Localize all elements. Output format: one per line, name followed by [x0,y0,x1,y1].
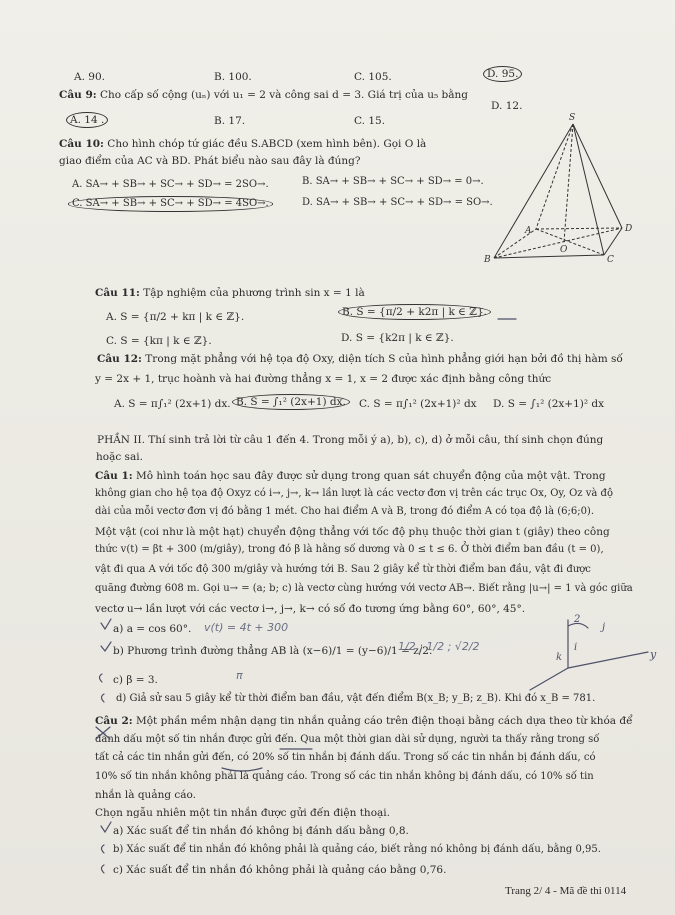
q11-option-a: A. S = {π/2 + kπ | k ∈ ℤ}. [106,311,245,323]
label-S: S [569,113,576,123]
p2q1-line8: vectơ u→ lần lượt với các vectơ i→, j→, k→ có số đo tương ứng bằng 60°, 60°, 45°. [95,603,526,615]
p2q2-option-a: a) Xác suất để tin nhắn đó không bị đánh dấu bằng 0,8. [113,825,409,837]
p2q2-text: Một phần mềm nhận dạng tin nhắn quảng cáo trên điện thoại bằng cách dựa theo từ khóa để [135,715,633,727]
check-mark [101,619,111,629]
handwritten-velocity: v(t) = 4t + 300 [204,621,289,634]
sketch-y-axis [568,652,648,668]
p2q1-line5: thức v(t) = βt + 300 (m/giây), trong đó β là hằng số dương và 0 ≤ t ≤ 6. Ở thời điểm ban đầu (t = 0), [95,544,604,555]
q12-option-a: A. S = π∫₁² (2x+1) dx. [114,398,231,410]
p2q2-option-b: b) Xác suất để tin nhắn đó không phải là quảng cáo, biết rằng nó không bị đánh dấu, bằng 0,95. [113,844,601,855]
handwritten-y: y [650,648,657,661]
s-mark [102,694,105,702]
handwritten-two: 2 [574,614,581,625]
check-mark [101,642,111,651]
p2q1-line2: không gian cho hệ tọa độ Oxyz có i→, j→, k→ lần lượt là các vectơ đơn vị trên các trục Ox, Oy, Oz và độ [95,488,613,499]
q12-option-c: C. S = π∫₁² (2x+1)² dx [359,398,477,410]
q9-option-d: D. 12. [491,100,523,112]
p2q2-line2: đánh dấu một số tin nhắn được gửi đến. Qua một thời gian dài sử dụng, người ta thấy rằng trong số [95,734,600,745]
s-mark [100,674,103,682]
q10-text: Cho hình chóp tứ giác đều S.ABCD (xem hình bên). Gọi O là [107,138,427,150]
p2q2-line4: 10% số tin nhắn không phải là quảng cáo. Trong số các tin nhắn không bị đánh dấu, có 10% số tin [95,771,594,782]
p2q1-text: Mô hình toán học sau đây được sử dụng trong quan sát chuyển động của một vật. Trong [135,470,606,482]
q10-option-d: D. SA→ + SB→ + SC→ + SD→ = SO→. [302,197,493,208]
cross-mark [96,727,110,739]
q10-label: Câu 10: [59,138,104,150]
prev-answer-b: B. 100. [214,71,252,83]
q9-label: Câu 9: [59,89,97,101]
answer-circle: B. S = {π/2 + k2π | k ∈ ℤ}. [338,304,491,320]
s-mark [102,865,105,873]
handwritten-i: i [574,642,578,653]
underline [222,768,262,771]
p2q1-line6: vật đi qua A với tốc độ 300 m/giây và hướng tới B. Sau 2 giây kể từ thời điểm ban đầu, vật đi được [95,564,591,575]
answer-circle: B. S = ∫₁² (2x+1) dx. [232,394,350,410]
p2q1-option-c: c) β = 3. [113,674,158,686]
part2-heading: PHẦN II. Thí sinh trả lời từ câu 1 đến 4. Trong mỗi ý a), b), c), d) ở mỗi câu, thí sinh chọn đúng [97,434,604,446]
part2-heading-cont: hoặc sai. [96,451,143,463]
page-footer: Trang 2/ 4 - Mã đề thi 0114 [505,885,627,897]
prev-answer-a: A. 90. [74,71,105,83]
q12-line2: y = 2x + 1, trục hoành và hai đường thẳng x = 1, x = 2 được xác định bằng công thức [95,373,552,385]
p2q2-label: Câu 2: [95,715,133,727]
handwritten-j: j [602,622,606,633]
q9-option-b: B. 17. [214,115,246,127]
handwritten-k: k [556,652,563,663]
p2q2-line5: nhắn là quảng cáo. [95,789,197,801]
prev-answer-c: C. 105. [354,71,392,83]
q12-option-d: D. S = ∫₁² (2x+1)² dx [493,398,605,410]
q11-label: Câu 11: [95,287,140,299]
q12-label: Câu 12: [97,353,142,365]
answer-circle: A. 14 . [66,112,108,128]
label-O: O [560,245,568,255]
p2q1-option-a: a) a = cos 60°. [113,623,192,635]
q10-line2: giao điểm của AC và BD. Phát biểu nào sau đây là đúng? [59,155,361,167]
p2q1-label: Câu 1: [95,470,133,482]
p2q1-line7: quãng đường 608 m. Gọi u→ = (a; b; c) là vectơ cùng hướng với vectơ AB→. Biết rằng |u→| = 1 và góc giữa [95,583,633,594]
q9-text: Cho cấp số cộng (uₙ) với u₁ = 2 và công sai d = 3. Giá trị của u₅ bằng [99,89,468,101]
s-mark [102,845,105,853]
p2q1-option-b: b) Phương trình đường thẳng AB là (x−6)/1 = (y−6)/1 = z/2. [113,645,433,657]
q11-option-c: C. S = {kπ | k ∈ ℤ}. [106,335,212,347]
q12-text: Trong mặt phẳng với hệ tọa độ Oxy, diện tích S của hình phẳng giới hạn bởi đồ thị hàm số [145,353,623,365]
sketch-x-axis [530,668,568,690]
label-C: C [607,255,614,265]
answer-circle: C. SA→ + SB→ + SC→ + SD→ = 4SO→. [68,196,273,212]
label-B: B [484,255,491,265]
check-mark [101,822,111,832]
q10-option-b: B. SA→ + SB→ + SC→ + SD→ = 0→. [302,176,484,187]
q11-option-d: D. S = {k2π | k ∈ ℤ}. [341,332,454,344]
handwritten-pi: π [236,669,243,682]
q11-text: Tập nghiệm của phương trình sin x = 1 là [143,287,365,299]
p2q1-line4: Một vật (coi như là một hạt) chuyển động thẳng với tốc độ phụ thuộc thời gian t (giây) theo công [95,526,610,538]
label-D: D [625,224,633,234]
q9-option-c: C. 15. [354,115,386,127]
label-A: A [525,226,532,236]
q10-option-a: A. SA→ + SB→ + SC→ + SD→ = 2SO→. [72,179,269,190]
p2q1-option-d: d) Giả sử sau 5 giây kể từ thời điểm ban đầu, vật đến điểm B(x_B; y_B; z_B). Khi đó x_B = 781. [116,693,596,704]
p2q2-option-c: c) Xác suất để tin nhắn đó không phải là quảng cáo bằng 0,76. [113,864,447,876]
p2q2-line3: tất cả các tin nhắn gửi đến, có 20% số tin nhắn bị đánh dấu. Trong số các tin nhắn bị đánh dấu, có [95,752,596,763]
handwritten-fractions: 1/2 ; 1/2 ; √2/2 [398,640,480,653]
p2q2-line6: Chọn ngẫu nhiên một tin nhắn được gửi đến điện thoại. [95,807,390,819]
p2q1-line3: dài của mỗi vectơ đơn vị đó bằng 1 mét. Cho hai điểm A và B, trong đó điểm A có tọa độ là (6;6;0). [95,506,595,517]
answer-circle: D. 95. [483,66,522,82]
